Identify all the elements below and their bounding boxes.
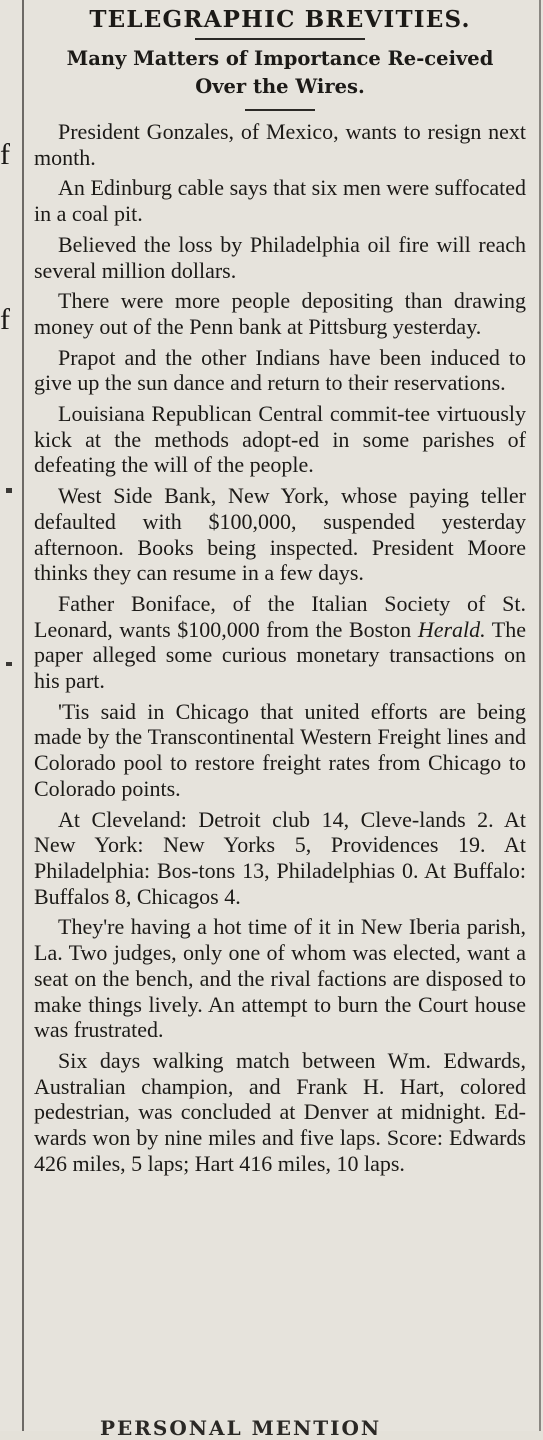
adjacent-column-punctuation [6,488,12,493]
news-item-text: Father Boniface, of the Italian Society of St. Leonard, wants $100,000 from the Boston [34,590,526,642]
news-item-text: The paper alleged some curious monetary transactions on his part. [34,616,526,694]
subhead-rule [245,109,315,111]
next-section-heading [100,1416,400,1440]
news-item: Believed the loss by Philadelphia oil fire will reach several million dollars. [34,231,526,283]
adjacent-column-fragment [0,0,22,1431]
article-column [34,0,526,1181]
column-rule-left [22,0,24,1431]
news-item: They're having a hot time of it in New Iberia parish, La. Two judges, only one of whom was elected, want a seat on the bench, and the rival factions are disposed to make things lively. An attempt to burn the Court house was frustrated. [34,914,526,1043]
news-item: An Edinburg cable says that six men were suffocated in a coal pit. [34,175,526,227]
news-item: Prapot and the other Indians have been induced to give up the sun dance and return to their reservations. [34,344,526,396]
news-item: President Gonzales, of Mexico, wants to resign next month. [34,119,526,170]
news-item-boniface [34,591,526,694]
article-headline: TELEGRAPHIC BREVITIES. [89,6,471,33]
adjacent-column-letter: f [0,138,10,171]
news-item: 'Tis said in Chicago that united efforts are being made by the Transcontinental Western Freight lines and Colorado pool to restore freight rates from Chicago to Colorado points. [34,698,526,801]
news-item: West Side Bank, New York, whose paying teller defaulted with $100,000, suspended yesterday afternoon. Books being inspected. President Moore thinks they can resume in a few days. [34,483,526,586]
next-section-heading-text: PERSONAL MENTION [100,1416,382,1440]
news-item: There were more people depositing than drawing money out of the Penn bank at Pittsburg yesterday. [34,288,526,339]
adjacent-column-punctuation [6,662,12,666]
column-rule-right [539,0,541,1431]
newspaper-title: Herald. [417,616,486,642]
news-item: Louisiana Republican Central commit-tee virtuously kick at the methods adopt-ed in some parishes of defeating the will of the people. [34,401,526,478]
headline-rule [195,38,365,40]
news-items [34,119,526,1176]
adjacent-column-letter: f [0,303,10,336]
news-item: Six days walking match between Wm. Edwards, Australian champion, and Frank H. Hart, colored pedestrian, was concluded at Denver at midnight. Ed-wards won by nine miles and five laps. Score: Edwards 426 miles, 5 laps; Hart 416 miles, 10 laps. [34,1047,526,1176]
news-item: At Cleveland: Detroit club 14, Cleve-lands 2. At New York: New Yorks 5, Providences 19. At Philadelphia: Bos-tons 13, Philadelphias 0. At Buffalo: Buffalos 8, Chicagos 4. [34,806,526,909]
article-subhead: Many Matters of Importance Re-ceived Over the Wires. [66,47,494,98]
